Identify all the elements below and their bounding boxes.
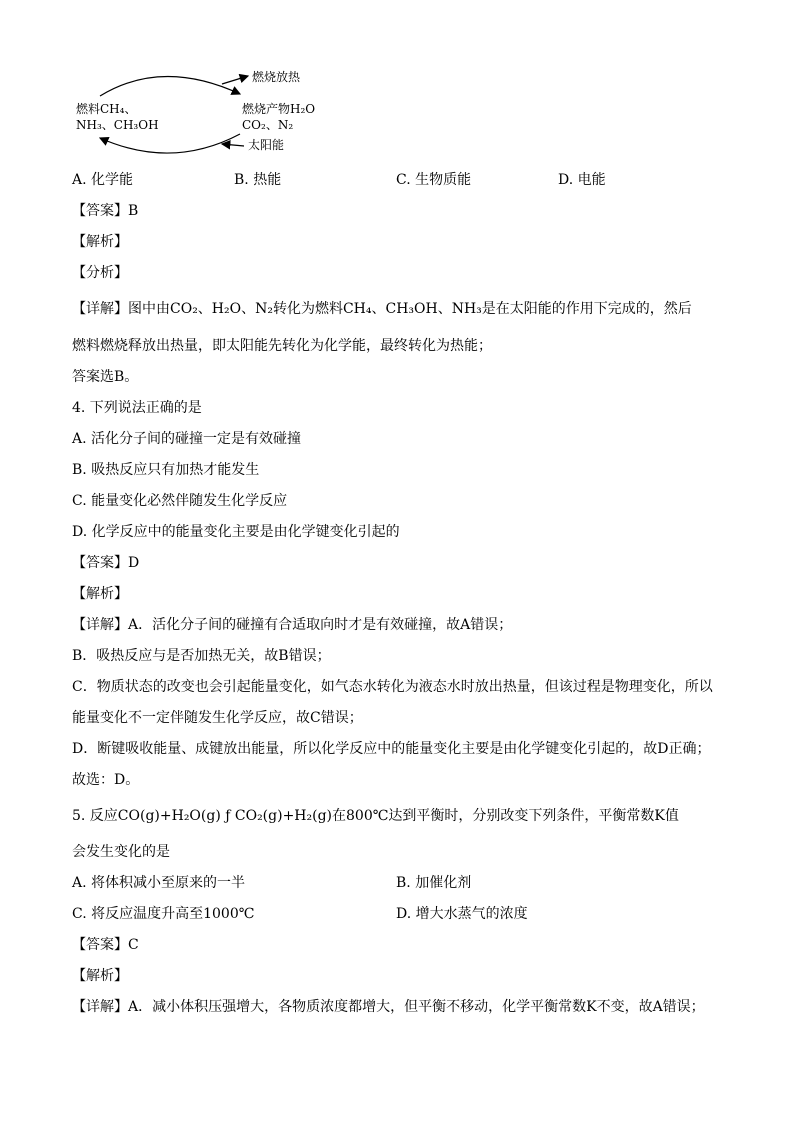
q5-analysis: 【解析】	[72, 968, 128, 984]
q3-option-a: A. 化学能	[72, 172, 134, 188]
q3-answer	[72, 201, 138, 221]
detail-tag: 【详解】	[72, 301, 128, 317]
answer-value: C	[128, 937, 139, 953]
arrow-solar	[222, 144, 244, 146]
q5-stem-line1: 5. 反应CO(g)+H₂O(g) ƒ CO₂(g)+H₂(g)在800℃达到平衡时，分别改变下列条件，平衡常数K值	[72, 808, 679, 824]
q3-detail-line1	[72, 299, 692, 319]
products-label-2: CO₂、N₂	[242, 118, 294, 132]
detail-tag: 【详解】	[72, 999, 128, 1015]
q4-option-d: D. 化学反应中的能量变化主要是由化学键变化引起的	[72, 524, 400, 540]
detail-text: A．减小体积压强增大，各物质浓度都增大，但平衡不移动，化学平衡常数K不变，故A错误；	[128, 999, 705, 1015]
q4-detail-c1: C．物质状态的改变也会引起能量变化，如气态水转化为液态水时放出热量，但该过程是物理变化，所以	[72, 679, 713, 695]
q4-detail-c2: 能量变化不一定伴随发生化学反应，故C错误；	[72, 710, 363, 726]
solar-label: 太阳能	[248, 138, 285, 152]
q3-option-b: B. 热能	[234, 172, 282, 188]
fuel-label-2: NH₃、CH₃OH	[76, 118, 159, 132]
q4-option-c: C. 能量变化必然伴随发生化学反应	[72, 493, 288, 509]
q4-option-b: B. 吸热反应只有加热才能发生	[72, 462, 260, 478]
q4-analysis: 【解析】	[72, 586, 128, 602]
q4-stem: 4. 下列说法正确的是	[72, 400, 202, 416]
arrow-products-to-fuel	[100, 134, 240, 153]
arrow-fuel-to-products	[100, 76, 240, 96]
products-label-1: 燃烧产物H₂O	[242, 102, 316, 116]
answer-value: B	[128, 203, 139, 219]
burn-heat-label: 燃烧放热	[252, 70, 301, 84]
detail-text: 图中由CO₂、H₂O、N₂转化为燃料CH₄、CH₃OH、NH₃是在太阳能的作用下完成的，然后	[128, 301, 692, 317]
detail-tag: 【详解】	[72, 617, 128, 633]
arrow-to-heat	[222, 76, 248, 84]
q5-option-c: C. 将反应温度升高至1000℃	[72, 906, 255, 922]
q5-detail-a	[72, 997, 705, 1017]
q4-detail-a	[72, 615, 512, 635]
q5-answer	[72, 935, 139, 955]
q3-option-c: C. 生物质能	[396, 172, 472, 188]
q4-option-a: A. 活化分子间的碰撞一定是有效碰撞	[72, 431, 302, 447]
answer-value: D	[128, 555, 140, 571]
q4-detail-b: B．吸热反应与是否加热无关，故B错误；	[72, 648, 331, 664]
detail-text: A．活化分子间的碰撞有合适取向时才是有效碰撞，故A错误；	[128, 617, 513, 633]
q5-option-d: D. 增大水蒸气的浓度	[396, 906, 528, 922]
q3-analysis: 【解析】	[72, 234, 128, 250]
q5-option-a: A. 将体积减小至原来的一半	[72, 875, 246, 891]
answer-tag: 【答案】	[72, 937, 128, 953]
q5-stem-line2: 会发生变化的是	[72, 844, 170, 860]
q4-conclusion: 故选：D。	[72, 772, 140, 788]
q5-option-b: B. 加催化剂	[396, 875, 472, 891]
q4-answer	[72, 553, 139, 573]
q3-conclusion: 答案选B。	[72, 369, 139, 385]
fuel-label-1: 燃料CH₄、	[76, 102, 137, 116]
answer-tag: 【答案】	[72, 555, 128, 571]
q3-option-d: D. 电能	[558, 172, 606, 188]
energy-cycle-diagram	[72, 66, 372, 162]
q4-detail-d: D．断键吸收能量、成键放出能量，所以化学反应中的能量变化主要是由化学键变化引起的，故D正确；	[72, 741, 711, 757]
q3-fenxi: 【分析】	[72, 265, 128, 281]
answer-tag: 【答案】	[72, 203, 128, 219]
q3-detail-line2: 燃料燃烧释放出热量，即太阳能先转化为化学能，最终转化为热能；	[72, 338, 492, 354]
